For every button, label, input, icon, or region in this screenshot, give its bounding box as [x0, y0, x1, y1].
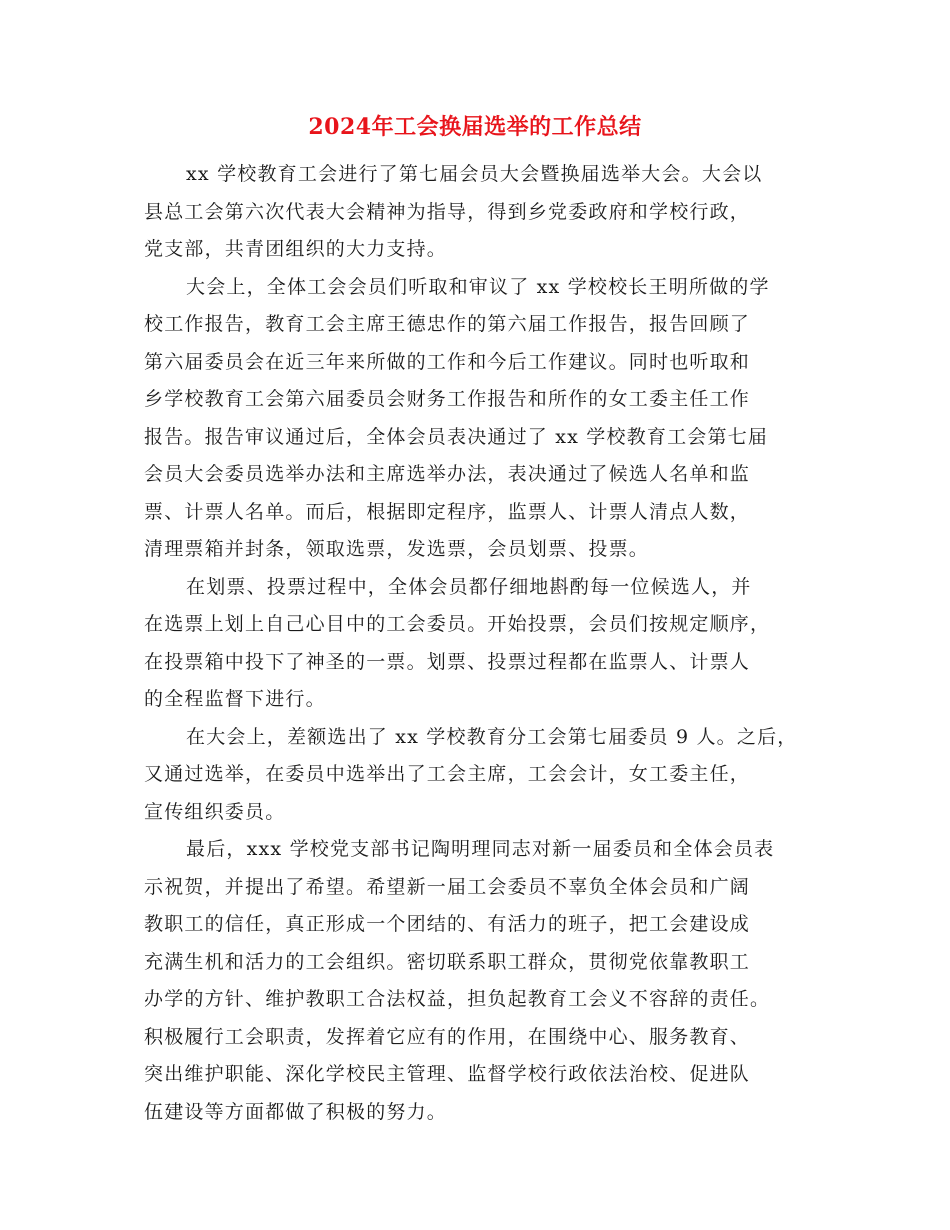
document-body — [144, 156, 812, 1131]
paragraph — [144, 831, 812, 1131]
paragraph-line: 充满生机和活力的工会组织。密切联系职工群众，贯彻党依靠教职工 — [144, 950, 751, 973]
paragraph-line: 会员大会委员选举办法和主席选举办法，表决通过了候选人名单和监 — [144, 463, 751, 485]
paragraph-line: 在选票上划上自己心目中的工会委员。开始投票，会员们按规定顺序， — [144, 613, 771, 635]
paragraph-line: 报告。报告审议通过后，全体会员表决通过了 xx 学校教育工会第七届 — [144, 425, 769, 448]
paragraph-line: 第六届委员会在近三年来所做的工作和今后工作建议。同时也听取和 — [144, 350, 751, 373]
paragraph-line: 伍建设等方面都做了积极的努力。 — [144, 1100, 448, 1123]
paragraph — [144, 269, 812, 569]
paragraph-line: xx 学校教育工会进行了第七届会员大会暨换届选举大会。大会以 — [186, 163, 763, 185]
paragraph-line: 清理票箱并封条，领取选票，发选票，会员划票、投票。 — [144, 538, 650, 560]
paragraph-line: 宣传组织委员。 — [144, 800, 286, 823]
paragraph — [144, 719, 812, 832]
paragraph-line: 乡学校教育工会第六届委员会财务工作报告和所作的女工委主任工作 — [144, 388, 751, 410]
paragraph-line: 突出维护职能、深化学校民主管理、监督学校行政依法治校、促进队 — [144, 1063, 751, 1085]
paragraph-line: 大会上，全体工会会员们听取和审议了 xx 学校校长王明所做的学 — [186, 275, 770, 298]
paragraph — [144, 156, 812, 269]
paragraph-line: 在划票、投票过程中，全体会员都仔细地斟酌每一位候选人，并 — [186, 575, 752, 598]
paragraph-line: 县总工会第六次代表大会精神为指导，得到乡党委政府和学校行政， — [144, 200, 751, 223]
paragraph-line: 示祝贺，并提出了希望。希望新一届工会委员不辜负全体会员和广阔 — [144, 875, 751, 898]
paragraph-line: 在大会上，差额选出了 xx 学校教育分工会第七届委员 9 人。之后， — [186, 725, 798, 748]
paragraph-line: 教职工的信任，真正形成一个团结的、有活力的班子，把工会建设成 — [144, 913, 751, 935]
paragraph-line: 在投票箱中投下了神圣的一票。划票、投票过程都在监票人、计票人 — [144, 650, 751, 673]
paragraph-line: 党支部，共青团组织的大力支持。 — [144, 238, 448, 260]
paragraph-line: 又通过选举，在委员中选举出了工会主席，工会会计，女工委主任， — [144, 763, 751, 785]
paragraph — [144, 569, 812, 719]
document-title: 2024年工会换届选举的工作总结 — [308, 114, 642, 140]
paragraph-line: 的全程监督下进行。 — [144, 688, 326, 710]
paragraph-line: 积极履行工会职责，发挥着它应有的作用，在围绕中心、服务教育、 — [144, 1025, 751, 1048]
paragraph-line: 办学的方针、维护教职工合法权益，担负起教育工会义不容辞的责任。 — [144, 988, 771, 1010]
paragraph-line: 校工作报告，教育工会主席王德忠作的第六届工作报告，报告回顾了 — [144, 313, 751, 335]
paragraph-line: 最后，xxx 学校党支部书记陶明理同志对新一届委员和全体会员表 — [186, 838, 775, 860]
paragraph-line: 票、计票人名单。而后，根据即定程序，监票人、计票人清点人数， — [144, 500, 751, 523]
